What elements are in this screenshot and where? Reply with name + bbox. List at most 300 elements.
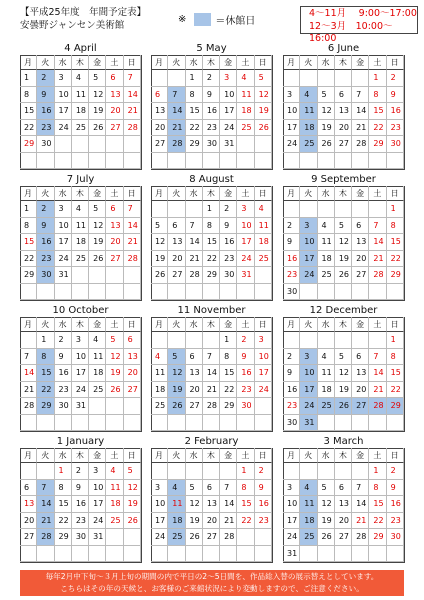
weekday-header: 土 [106, 55, 123, 70]
day-cell: 6 [20, 480, 37, 497]
day-cell: 24 [151, 529, 168, 546]
day-cell: 20 [352, 251, 369, 268]
empty-cell [352, 463, 369, 480]
day-cell: 26 [335, 398, 352, 415]
weekday-header: 水 [186, 317, 203, 332]
empty-cell [255, 153, 272, 170]
weekday-header: 水 [55, 55, 72, 70]
day-cell: 15 [387, 365, 404, 382]
day-cell: 23 [37, 120, 54, 137]
weekday-header: 月 [151, 55, 168, 70]
empty-cell [352, 284, 369, 301]
day-cell: 29 [20, 267, 37, 284]
empty-cell [186, 546, 203, 563]
empty-cell [335, 415, 352, 432]
day-cell: 1 [186, 70, 203, 87]
day-cell: 17 [89, 496, 106, 513]
day-cell: 6 [151, 87, 168, 104]
day-cell: 27 [186, 398, 203, 415]
day-cell: 15 [203, 234, 220, 251]
empty-cell [106, 398, 123, 415]
weekday-header: 日 [124, 55, 141, 70]
day-cell: 14 [186, 234, 203, 251]
day-cell: 14 [352, 496, 369, 513]
empty-cell [255, 546, 272, 563]
day-cell: 9 [255, 480, 272, 497]
day-cell: 25 [151, 398, 168, 415]
day-cell: 5 [89, 201, 106, 218]
day-cell: 18 [255, 234, 272, 251]
day-cell: 27 [20, 529, 37, 546]
empty-cell [186, 463, 203, 480]
day-cell: 4 [106, 463, 123, 480]
empty-cell [387, 415, 404, 432]
day-cell: 16 [283, 251, 300, 268]
day-cell: 7 [186, 218, 203, 235]
day-cell: 25 [72, 120, 89, 137]
legend-note-mark: ※ [178, 14, 187, 25]
day-cell: 25 [300, 136, 317, 153]
day-cell: 28 [168, 136, 185, 153]
day-cell: 20 [106, 234, 123, 251]
empty-cell [255, 284, 272, 301]
empty-cell [168, 546, 185, 563]
day-cell: 12 [151, 234, 168, 251]
empty-cell [168, 415, 185, 432]
day-cell: 5 [168, 349, 185, 366]
empty-cell [220, 153, 237, 170]
day-cell: 10 [151, 496, 168, 513]
day-cell: 14 [203, 365, 220, 382]
weekday-header: 日 [387, 186, 404, 201]
day-cell: 23 [72, 513, 89, 530]
day-cell: 4 [255, 201, 272, 218]
day-cell: 30 [72, 529, 89, 546]
day-cell: 19 [255, 103, 272, 120]
day-cell: 29 [387, 398, 404, 415]
empty-cell [203, 463, 220, 480]
day-cell: 13 [335, 103, 352, 120]
day-cell: 25 [318, 398, 335, 415]
day-cell: 16 [283, 382, 300, 399]
month-title: 10 October [52, 305, 109, 316]
empty-cell [220, 463, 237, 480]
closed-day-legend [178, 12, 255, 27]
empty-cell [55, 153, 72, 170]
day-cell: 24 [55, 120, 72, 137]
day-cell: 29 [37, 398, 54, 415]
day-cell: 20 [124, 365, 141, 382]
day-cell: 27 [168, 267, 185, 284]
day-cell: 26 [318, 529, 335, 546]
empty-cell [55, 136, 72, 153]
empty-cell [151, 332, 168, 349]
day-cell: 20 [106, 103, 123, 120]
empty-cell [168, 70, 185, 87]
weekday-header: 火 [300, 317, 317, 332]
empty-cell [255, 415, 272, 432]
weekday-header: 火 [300, 448, 317, 463]
weekday-header: 金 [352, 55, 369, 70]
weekday-header: 土 [369, 55, 386, 70]
weekday-header: 月 [151, 448, 168, 463]
empty-cell [20, 153, 37, 170]
empty-cell [55, 546, 72, 563]
day-cell: 28 [124, 120, 141, 137]
empty-cell [106, 415, 123, 432]
day-cell: 31 [72, 398, 89, 415]
day-cell: 10 [89, 480, 106, 497]
weekday-header: 金 [220, 186, 237, 201]
day-cell: 3 [283, 87, 300, 104]
empty-cell [352, 70, 369, 87]
opening-hours-box [300, 6, 418, 44]
day-cell: 24 [283, 136, 300, 153]
day-cell: 4 [300, 87, 317, 104]
day-cell: 13 [151, 103, 168, 120]
day-cell: 2 [283, 349, 300, 366]
weekday-header: 土 [106, 448, 123, 463]
empty-cell [124, 267, 141, 284]
day-cell: 24 [237, 251, 254, 268]
day-cell: 1 [387, 201, 404, 218]
empty-cell [352, 332, 369, 349]
empty-cell [318, 415, 335, 432]
day-cell: 14 [352, 103, 369, 120]
day-cell: 27 [203, 529, 220, 546]
weekday-header: 土 [369, 448, 386, 463]
month-title: 11 November [177, 305, 246, 316]
weekday-header: 水 [318, 317, 335, 332]
weekday-header: 金 [220, 448, 237, 463]
empty-cell [203, 284, 220, 301]
day-cell: 8 [237, 480, 254, 497]
empty-cell [124, 529, 141, 546]
day-cell: 18 [151, 382, 168, 399]
weekday-header: 月 [20, 448, 37, 463]
weekday-header: 金 [220, 317, 237, 332]
empty-cell [335, 284, 352, 301]
day-cell: 30 [387, 136, 404, 153]
empty-cell [237, 153, 254, 170]
day-cell: 7 [352, 480, 369, 497]
empty-cell [335, 201, 352, 218]
empty-cell [318, 70, 335, 87]
day-cell: 13 [186, 365, 203, 382]
day-cell: 3 [300, 349, 317, 366]
day-cell: 7 [20, 349, 37, 366]
day-cell: 29 [369, 136, 386, 153]
empty-cell [186, 153, 203, 170]
day-cell: 30 [37, 267, 54, 284]
empty-cell [72, 415, 89, 432]
empty-cell [89, 284, 106, 301]
day-cell: 21 [220, 513, 237, 530]
day-cell: 13 [20, 496, 37, 513]
empty-cell [186, 332, 203, 349]
day-cell: 14 [124, 87, 141, 104]
empty-cell [151, 546, 168, 563]
day-cell: 30 [55, 398, 72, 415]
day-cell: 23 [37, 251, 54, 268]
day-cell: 18 [318, 382, 335, 399]
empty-cell [237, 529, 254, 546]
day-cell: 2 [55, 332, 72, 349]
day-cell: 28 [186, 267, 203, 284]
day-cell: 19 [151, 251, 168, 268]
day-cell: 13 [124, 349, 141, 366]
empty-cell [237, 136, 254, 153]
day-cell: 7 [168, 87, 185, 104]
day-cell: 11 [151, 365, 168, 382]
day-cell: 10 [220, 87, 237, 104]
day-cell: 23 [283, 267, 300, 284]
weekday-header: 木 [203, 55, 220, 70]
weekday-header: 水 [318, 448, 335, 463]
day-cell: 26 [89, 251, 106, 268]
day-cell: 17 [55, 103, 72, 120]
day-cell: 12 [318, 496, 335, 513]
weekday-header: 土 [237, 448, 254, 463]
day-cell: 5 [186, 480, 203, 497]
empty-cell [220, 284, 237, 301]
day-cell: 11 [237, 87, 254, 104]
day-cell: 1 [369, 70, 386, 87]
weekday-header: 土 [237, 186, 254, 201]
day-cell: 2 [255, 463, 272, 480]
empty-cell [300, 546, 317, 563]
day-cell: 21 [37, 513, 54, 530]
day-cell: 3 [220, 70, 237, 87]
month-title: 3 March [323, 436, 364, 447]
empty-cell [106, 267, 123, 284]
empty-cell [352, 546, 369, 563]
empty-cell [151, 153, 168, 170]
empty-cell [124, 284, 141, 301]
empty-cell [168, 153, 185, 170]
weekday-header: 日 [124, 317, 141, 332]
day-cell: 24 [300, 267, 317, 284]
day-cell: 10 [255, 349, 272, 366]
day-cell: 2 [387, 463, 404, 480]
day-cell: 11 [255, 218, 272, 235]
day-cell: 23 [387, 120, 404, 137]
day-cell: 16 [203, 103, 220, 120]
day-cell: 6 [124, 332, 141, 349]
day-cell: 1 [203, 201, 220, 218]
day-cell: 27 [151, 136, 168, 153]
day-cell: 14 [369, 234, 386, 251]
weekday-header: 日 [255, 448, 272, 463]
empty-cell [387, 546, 404, 563]
day-cell: 28 [20, 398, 37, 415]
weekday-header: 火 [37, 55, 54, 70]
day-cell: 25 [106, 513, 123, 530]
weekday-header: 土 [369, 317, 386, 332]
day-cell: 21 [124, 103, 141, 120]
day-cell: 18 [318, 251, 335, 268]
weekday-header: 水 [55, 186, 72, 201]
day-cell: 16 [387, 496, 404, 513]
day-cell: 6 [203, 480, 220, 497]
day-cell: 22 [369, 513, 386, 530]
empty-cell [151, 463, 168, 480]
day-cell: 4 [168, 480, 185, 497]
day-cell: 23 [283, 398, 300, 415]
day-cell: 23 [255, 513, 272, 530]
weekday-header: 金 [89, 186, 106, 201]
empty-cell [37, 153, 54, 170]
empty-cell [369, 546, 386, 563]
notice-line-1: 毎年2月中下旬〜３月上旬の期間の内で平日の2〜5日間を、作品総入替の展示替えとしています。 [45, 572, 379, 581]
weekday-header: 火 [300, 186, 317, 201]
day-cell: 10 [283, 496, 300, 513]
day-cell: 25 [318, 267, 335, 284]
day-cell: 30 [283, 415, 300, 432]
empty-cell [220, 546, 237, 563]
day-cell: 21 [352, 513, 369, 530]
weekday-header: 土 [237, 317, 254, 332]
empty-cell [203, 546, 220, 563]
hours-summer: 4〜11月 9:00〜17:00 [309, 8, 417, 19]
month-title: 7 July [66, 174, 95, 185]
day-cell: 28 [124, 251, 141, 268]
day-cell: 10 [237, 218, 254, 235]
day-cell: 29 [55, 529, 72, 546]
day-cell: 26 [335, 267, 352, 284]
day-cell: 23 [220, 251, 237, 268]
day-cell: 4 [318, 218, 335, 235]
month-title: 12 December [309, 305, 378, 316]
weekday-header: 月 [20, 317, 37, 332]
day-cell: 21 [352, 120, 369, 137]
empty-cell [37, 284, 54, 301]
day-cell: 13 [352, 365, 369, 382]
day-cell: 1 [387, 332, 404, 349]
weekday-header: 金 [220, 55, 237, 70]
weekday-header: 金 [352, 448, 369, 463]
empty-cell [255, 136, 272, 153]
day-cell: 11 [318, 234, 335, 251]
empty-cell [300, 332, 317, 349]
day-cell: 24 [220, 120, 237, 137]
day-cell: 3 [55, 201, 72, 218]
day-cell: 3 [89, 463, 106, 480]
weekday-header: 金 [89, 448, 106, 463]
day-cell: 2 [203, 70, 220, 87]
day-cell: 12 [335, 365, 352, 382]
day-cell: 4 [72, 70, 89, 87]
empty-cell [89, 267, 106, 284]
empty-cell [300, 463, 317, 480]
day-cell: 26 [186, 529, 203, 546]
day-cell: 13 [168, 234, 185, 251]
day-cell: 3 [55, 70, 72, 87]
empty-cell [72, 546, 89, 563]
day-cell: 22 [186, 120, 203, 137]
day-cell: 16 [37, 103, 54, 120]
empty-cell [20, 332, 37, 349]
day-cell: 8 [220, 349, 237, 366]
day-cell: 15 [387, 234, 404, 251]
day-cell: 5 [318, 87, 335, 104]
day-cell: 18 [89, 365, 106, 382]
weekday-header: 火 [168, 55, 185, 70]
weekday-header: 木 [203, 317, 220, 332]
weekday-header: 月 [283, 448, 300, 463]
day-cell: 9 [72, 480, 89, 497]
day-cell: 27 [124, 382, 141, 399]
empty-cell [387, 284, 404, 301]
day-cell: 26 [168, 398, 185, 415]
day-cell: 26 [124, 513, 141, 530]
empty-cell [369, 201, 386, 218]
day-cell: 4 [72, 201, 89, 218]
empty-cell [203, 153, 220, 170]
notice-line-2: こちらはその年の天候と、お客様のご来館状況により変動しますので、ご注意ください。 [60, 584, 364, 593]
day-cell: 28 [220, 529, 237, 546]
day-cell: 12 [124, 480, 141, 497]
day-cell: 20 [151, 120, 168, 137]
day-cell: 20 [20, 513, 37, 530]
day-cell: 25 [72, 251, 89, 268]
day-cell: 17 [255, 365, 272, 382]
day-cell: 9 [220, 218, 237, 235]
day-cell: 8 [20, 218, 37, 235]
day-cell: 8 [55, 480, 72, 497]
day-cell: 2 [387, 70, 404, 87]
empty-cell [318, 201, 335, 218]
empty-cell [55, 415, 72, 432]
day-cell: 20 [335, 120, 352, 137]
day-cell: 26 [89, 120, 106, 137]
day-cell: 10 [300, 234, 317, 251]
day-cell: 8 [37, 349, 54, 366]
day-cell: 1 [369, 463, 386, 480]
day-cell: 12 [89, 218, 106, 235]
empty-cell [335, 153, 352, 170]
day-cell: 8 [369, 87, 386, 104]
day-cell: 22 [220, 382, 237, 399]
day-cell: 18 [106, 496, 123, 513]
weekday-header: 金 [89, 317, 106, 332]
day-cell: 3 [237, 201, 254, 218]
empty-cell [89, 415, 106, 432]
day-cell: 27 [335, 529, 352, 546]
day-cell: 8 [186, 87, 203, 104]
weekday-header: 火 [168, 317, 185, 332]
empty-cell [300, 70, 317, 87]
empty-cell [20, 546, 37, 563]
day-cell: 24 [283, 529, 300, 546]
day-cell: 28 [203, 398, 220, 415]
empty-cell [300, 153, 317, 170]
day-cell: 9 [237, 349, 254, 366]
day-cell: 9 [37, 87, 54, 104]
empty-cell [237, 284, 254, 301]
empty-cell [20, 284, 37, 301]
day-cell: 13 [106, 218, 123, 235]
day-cell: 30 [220, 267, 237, 284]
weekday-header: 木 [335, 448, 352, 463]
empty-cell [89, 136, 106, 153]
day-cell: 19 [124, 496, 141, 513]
day-cell: 19 [318, 513, 335, 530]
empty-cell [369, 153, 386, 170]
notice-banner [20, 570, 404, 596]
day-cell: 12 [186, 496, 203, 513]
day-cell: 7 [37, 480, 54, 497]
